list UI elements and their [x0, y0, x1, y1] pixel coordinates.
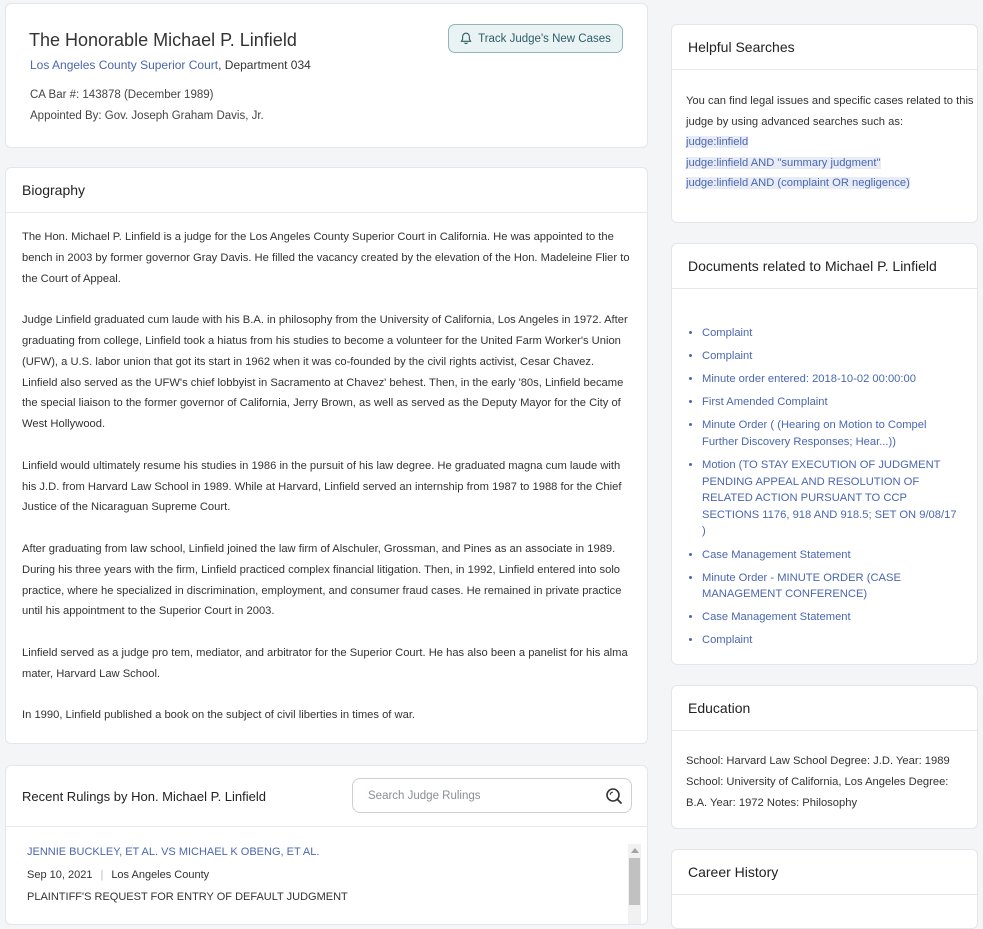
appointed-by: Appointed By: Gov. Joseph Graham Davis, Jr.: [30, 110, 264, 122]
biography-body: [6, 213, 647, 726]
meta-separator: |: [100, 869, 104, 881]
document-link[interactable]: Minute order entered: 2018-10-02 00:00:00: [702, 373, 916, 386]
document-link[interactable]: Case Management Statement: [702, 548, 851, 561]
search-query-link[interactable]: judge:linfield AND (complaint OR negligence): [686, 177, 910, 189]
document-link[interactable]: Minute Order ( (Hearing on Motion to Compel Further Discovery Responses; Hear...)): [702, 419, 927, 448]
document-item: [702, 632, 957, 649]
biography-paragraph: Linfield served as a judge pro tem, mediator, and arbitrator for the Superior Court. He has also been a panelist for his alma mater, Harvard Law School.: [22, 646, 628, 680]
rulings-scrollbar[interactable]: [628, 844, 641, 925]
rulings-title: Recent Rulings by Hon. Michael P. Linfield: [22, 789, 267, 804]
document-link[interactable]: Complaint: [702, 634, 753, 647]
court-link[interactable]: Los Angeles County Superior Court: [30, 58, 219, 72]
biography-title: Biography: [6, 168, 647, 213]
document-link[interactable]: Complaint: [702, 327, 753, 339]
track-button-label: Track Judge's New Cases: [478, 32, 611, 45]
document-item: [702, 457, 957, 540]
rulings-divider: [6, 826, 647, 827]
ruling-description: PLAINTIFF'S REQUEST FOR ENTRY OF DEFAULT JUDGMENT: [27, 891, 348, 903]
education-card: [671, 685, 978, 829]
rulings-search-box[interactable]: [352, 778, 632, 813]
document-item: [702, 371, 957, 388]
document-link[interactable]: Minute Order - MINUTE ORDER (CASE MANAGEMENT CONFERENCE): [702, 571, 901, 601]
helpful-searches-card: [671, 24, 978, 223]
document-link[interactable]: Case Management Statement: [702, 611, 851, 624]
ruling-date: Sep 10, 2021: [27, 869, 93, 881]
track-judge-button[interactable]: [448, 24, 623, 53]
biography-paragraph: After graduating from law school, Linfield joined the law firm of Alschuler, Grossman, and Pines as an associate in 1989. During his three years with the firm, Linfield practiced complex financial litigation. Then, in 1992, Linfield entered into solo practice, where he specialized in discrimination, employment, and consumer fraud cases. He remained in private practice until his appointment to the Superior Court in 2003.: [22, 542, 622, 618]
rulings-search-input[interactable]: [366, 789, 605, 803]
documents-list: [672, 325, 977, 649]
document-item: [702, 570, 957, 603]
ruling-meta: [27, 869, 348, 881]
document-item: [702, 417, 957, 450]
scroll-up-arrow-icon[interactable]: [631, 848, 639, 853]
document-item: [702, 547, 957, 564]
ruling-item: [27, 846, 348, 903]
recent-rulings-card: [5, 765, 648, 925]
education-text: School: Harvard Law School Degree: J.D. Year: 1989 School: University of California, Los Angeles Degree: B.A. Year: 1972 Notes: Philosophy: [686, 755, 950, 809]
ruling-title-link[interactable]: JENNIE BUCKLEY, ET AL. VS MICHAEL K OBENG, ET AL.: [27, 846, 320, 858]
ruling-county: Los Angeles County: [111, 869, 210, 881]
biography-paragraph: In 1990, Linfield published a book on the subject of civil liberties in times of war.: [22, 709, 416, 722]
biography-paragraph: The Hon. Michael P. Linfield is a judge for the Los Angeles County Superior Court in California. He was appointed to the bench in 2003 by former governor Gray Davis. He filled the vacancy created by the elevation of the Hon. Madeleine Flier to the Court of Appeal.: [22, 231, 630, 285]
helpful-searches-title: Helpful Searches: [672, 25, 977, 70]
helpful-searches-body: [672, 70, 977, 194]
document-item: [702, 609, 957, 626]
documents-title: Documents related to Michael P. Linfield: [672, 244, 977, 289]
biography-paragraph: Judge Linfield graduated cum laude with his B.A. in philosophy from the University of California, Los Angeles in 1972. After graduating from college, Linfield took a hiatus from his studies to become a volunteer for the United Farm Worker's Union (UFW), a U.S. labor union that got its start in 1962 when it was co-founded by the civil rights activist, Cesar Chavez. Linfield also served as the UFW's chief lobbyist in Sacramento at Chavez' behest. Then, in the early '80s, Linfield became the special liaison to the former governor of California, Jerry Brown, as well as served as the Deputy Mayor for the City of West Hollywood.: [22, 314, 628, 431]
bell-icon: [460, 32, 472, 45]
search-query-link[interactable]: judge:linfield AND "summary judgment": [686, 156, 881, 169]
document-item: [702, 325, 957, 342]
search-icon[interactable]: [605, 787, 623, 805]
document-item: [702, 394, 957, 411]
document-item: [702, 348, 957, 365]
biography-card: [5, 167, 648, 744]
document-link[interactable]: Complaint: [702, 350, 753, 363]
document-link[interactable]: First Amended Complaint: [702, 396, 828, 409]
court-line: [30, 58, 311, 72]
career-history-card: [671, 849, 978, 929]
bar-number: CA Bar #: 143878 (December 1989): [30, 89, 214, 101]
judge-name: The Honorable Michael P. Linfield: [29, 30, 297, 50]
career-history-title: Career History: [672, 850, 977, 895]
scroll-thumb[interactable]: [629, 858, 640, 905]
documents-card: [671, 243, 978, 665]
helpful-intro: You can find legal issues and specific cases related to this judge by using advanced searches such as:: [686, 95, 974, 128]
department-text: , Department 034: [218, 58, 311, 72]
search-query-link[interactable]: judge:linfield: [686, 136, 749, 148]
judge-header-card: [5, 3, 648, 148]
biography-paragraph: Linfield would ultimately resume his studies in 1986 in the pursuit of his law degree. He graduated magna cum laude with his J.D. from Harvard Law School in 1989. While at Harvard, Linfield served an internship from 1987 to 1988 for the Chief Justice of the Nicaraguan Supreme Court.: [22, 459, 622, 514]
document-link[interactable]: Motion (TO STAY EXECUTION OF JUDGMENT PENDING APPEAL AND RESOLUTION OF RELATED ACTION PURSUANT TO CCP SECTIONS 1176, 918 AND 918.5; SET ON 9/08/17 ): [702, 459, 957, 538]
education-title: Education: [672, 686, 977, 731]
